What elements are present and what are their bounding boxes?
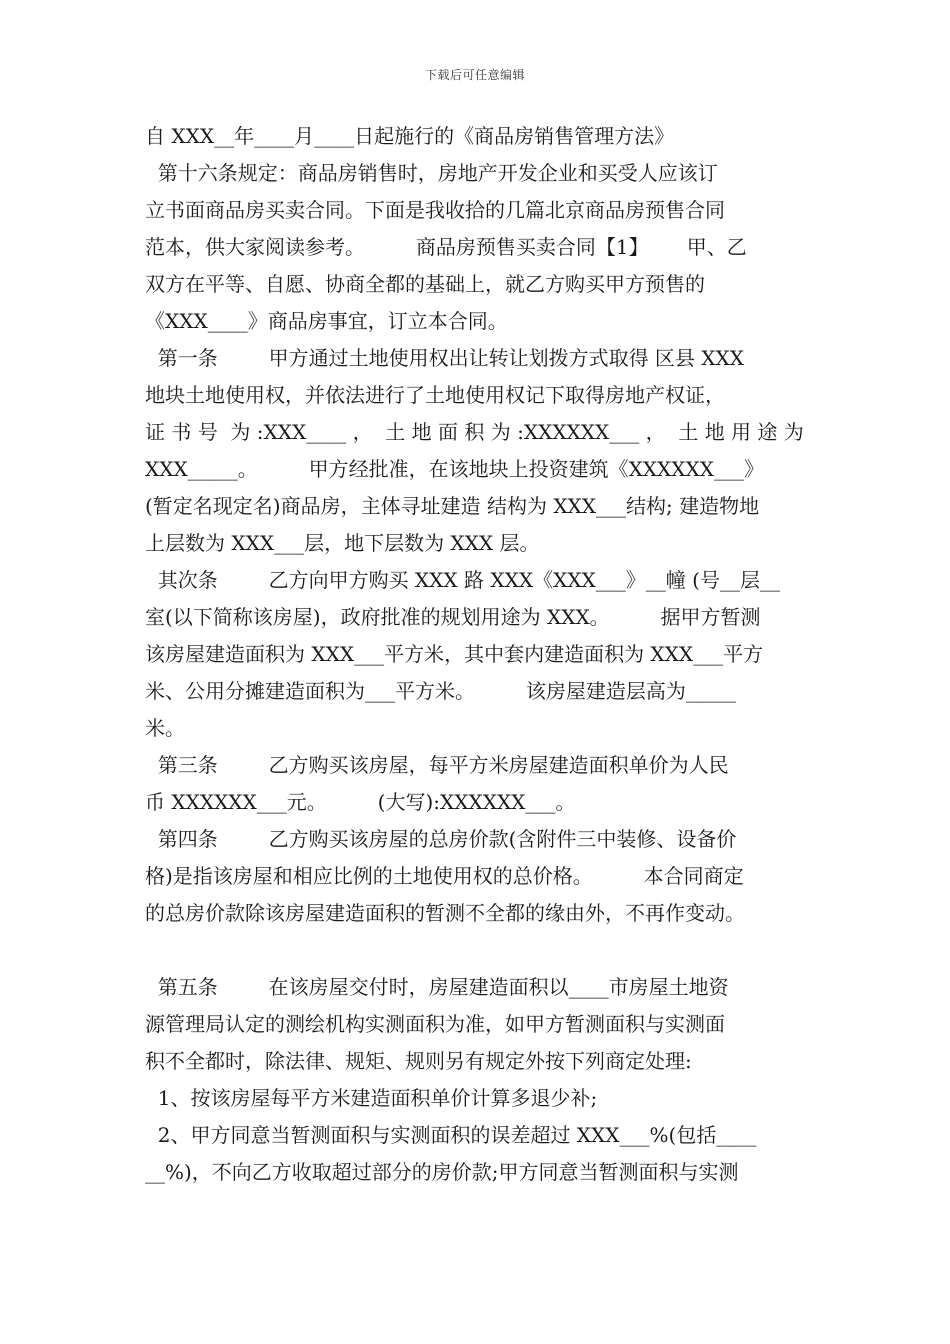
text-line: 的总房价款除该房屋建造面积的暂测不全都的缘由外，不再作变动。 [145, 901, 745, 925]
text-line: 《XXX____》商品房事宜，订立本合同。 [145, 309, 508, 333]
text-line: XXX_____。 甲方经批准，在该地块上投资建筑《XXXXXX___》 [145, 457, 765, 481]
text-line: 第四条 乙方购买该房屋的总房价款(含附件三中装修、设备价 [145, 827, 737, 851]
document-body [145, 118, 825, 1191]
text-line: 双方在平等、自愿、协商全都的基础上，就乙方购买甲方预售的 [145, 272, 705, 296]
text-line: 币 XXXXXX___元。 (大写):XXXXXX___。 [145, 790, 576, 814]
text-line: (暂定名现定名)商品房，主体寻址建造 结构为 XXX___结构; 建造物地 [145, 494, 760, 518]
text-line: 米。 [145, 716, 185, 740]
text-line: 其次条 乙方向甲方购买 XXX 路 XXX《XXX___》__幢 (号__层__ [145, 568, 780, 592]
text-line: 第五条 在该房屋交付时，房屋建造面积以____市房屋土地资 [145, 975, 729, 999]
text-line: 证 书 号 为 :XXX____ ， 土 地 面 积 为 :XXXXXX___ ， 土 地 用 途 为 [145, 420, 804, 444]
text-line: __%)，不向乙方收取超过部分的房价款;甲方同意当暂测面积与实测 [145, 1160, 739, 1184]
text-line: 范本，供大家阅读参考。 商品房预售买卖合同【1】 甲、乙 [145, 235, 747, 259]
blank-line [145, 932, 825, 969]
text-line: 第一条 甲方通过土地使用权出让转让划拨方式取得 区县 XXX [145, 346, 745, 370]
text-line: 立书面商品房买卖合同。下面是我收拾的几篇北京商品房预售合同 [145, 198, 725, 222]
text-line: 该房屋建造面积为 XXX___平方米，其中套内建造面积为 XXX___平方 [145, 642, 764, 666]
text-line: 第三条 乙方购买该房屋，每平方米房屋建造面积单价为人民 [145, 753, 729, 777]
text-line: 1、按该房屋每平方米建造面积单价计算多退少补; [145, 1086, 598, 1110]
text-line: 米、公用分摊建造面积为___平方米。 该房屋建造层高为_____ [145, 679, 736, 703]
text-line: 地块土地使用权，并依法进行了土地使用权记下取得房地产权证， [145, 383, 725, 407]
text-line: 源管理局认定的测绘机构实测面积为准，如甲方暂测面积与实测面 [145, 1012, 725, 1036]
header-note: 下载后可任意编辑 [424, 68, 525, 82]
text-line: 自 XXX__年____月____日起施行的《商品房销售管理方法》 [145, 124, 675, 148]
text-line: 2、甲方同意当暂测面积与实测面积的误差超过 XXX___%(包括____ [145, 1123, 757, 1147]
text-line: 上层数为 XXX___层，地下层数为 XXX 层。 [145, 531, 540, 555]
text-line: 第十六条规定：商品房销售时，房地产开发企业和买受人应该订 [145, 161, 718, 185]
text-line: 积不全都时，除法律、规矩、规则另有规定外按下列商定处理: [145, 1049, 692, 1073]
text-line: 室(以下简称该房屋)，政府批准的规划用途为 XXX。 据甲方暂测 [145, 605, 761, 629]
text-line: 格)是指该房屋和相应比例的土地使用权的总价格。 本合同商定 [145, 864, 744, 888]
